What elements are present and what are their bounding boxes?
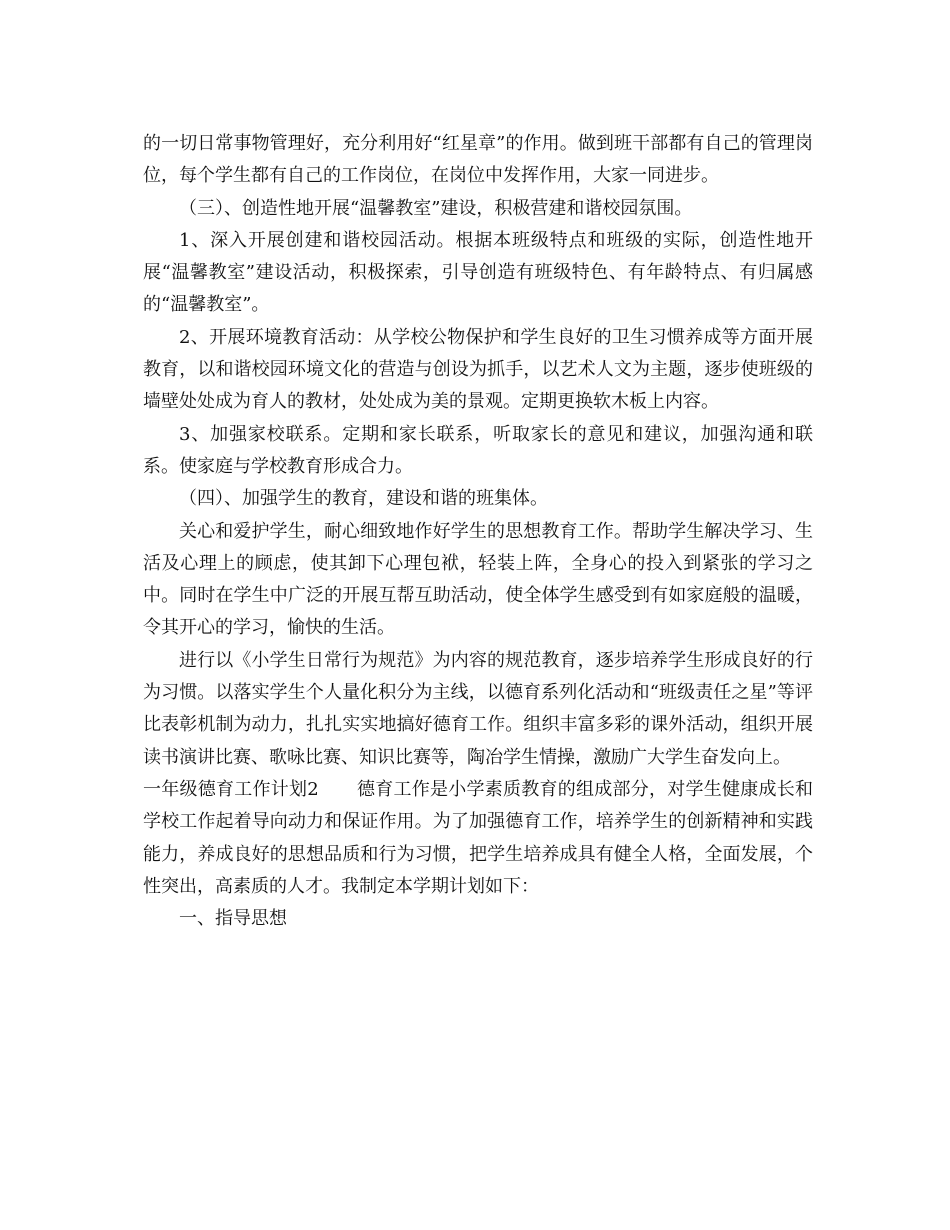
document-body — [143, 128, 813, 935]
plan-2-title: 一年级德育工作计划2 — [143, 778, 319, 800]
paragraph-norms: 进行以《小学生日常行为规范》为内容的规范教育，逐步培养学生形成良好的行为习惯。以落实学生个人量化积分为主线，以德育系列化活动和“班级责任之星”等评比表彰机制为动力，扎扎实实地搞好德育工作。组织丰富多彩的课外活动，组织开展读书演讲比赛、歌咏比赛、知识比赛等，陶冶学生情操，激励广大学生奋发向上。 — [143, 649, 813, 768]
paragraph-continuation: 的一切日常事物管理好，充分利用好“红星章”的作用。做到班干部都有自己的管理岗位，每个学生都有自己的工作岗位，在岗位中发挥作用，大家一同进步。 — [143, 133, 813, 187]
section-heading-four: （四）、加强学生的教育，建设和谐的班集体。 — [179, 488, 548, 510]
section-heading-three: （三）、创造性地开展“温馨教室”建设，积极营建和谐校园氛围。 — [179, 197, 693, 219]
paragraph-item-3: 3、加强家校联系。定期和家长联系，听取家长的意见和建议，加强沟通和联系。使家庭与学校教育形成合力。 — [143, 423, 813, 477]
guiding-ideology-heading: 一、指导思想 — [179, 908, 287, 930]
paragraph-item-1: 1、深入开展创建和谐校园活动。根据本班级特点和班级的实际，创造性地开展“温馨教室”建设活动，积极探索，引导创造有班级特色、有年龄特点、有归属感的“温馨教室”。 — [143, 229, 813, 316]
paragraph-item-2: 2、开展环境教育活动：从学校公物保护和学生良好的卫生习惯养成等方面开展教育，以和谐校园环境文化的营造与创设为抓手，以艺术人文为主题，逐步使班级的墙壁处处成为育人的教材，处处成为美的景观。定期更换软木板上内容。 — [143, 326, 813, 413]
plan-2-body: 德育工作是小学素质教育的组成部分，对学生健康成长和学校工作起着导向动力和保证作用。为了加强德育工作，培养学生的创新精神和实践能力，养成良好的思想品质和行为习惯，把学生培养成具有健全人格，全面发展，个性突出，高素质的人才。我制定本学期计划如下： — [143, 778, 814, 897]
paragraph-care: 关心和爱护学生，耐心细致地作好学生的思想教育工作。帮助学生解决学习、生活及心理上的顾虑，使其卸下心理包袱，轻装上阵，全身心的投入到紧张的学习之中。同时在学生中广泛的开展互帮互助活动，使全体学生感受到有如家庭般的温暖，令其开心的学习，愉快的生活。 — [143, 520, 813, 639]
plan-2-intro — [143, 774, 813, 903]
